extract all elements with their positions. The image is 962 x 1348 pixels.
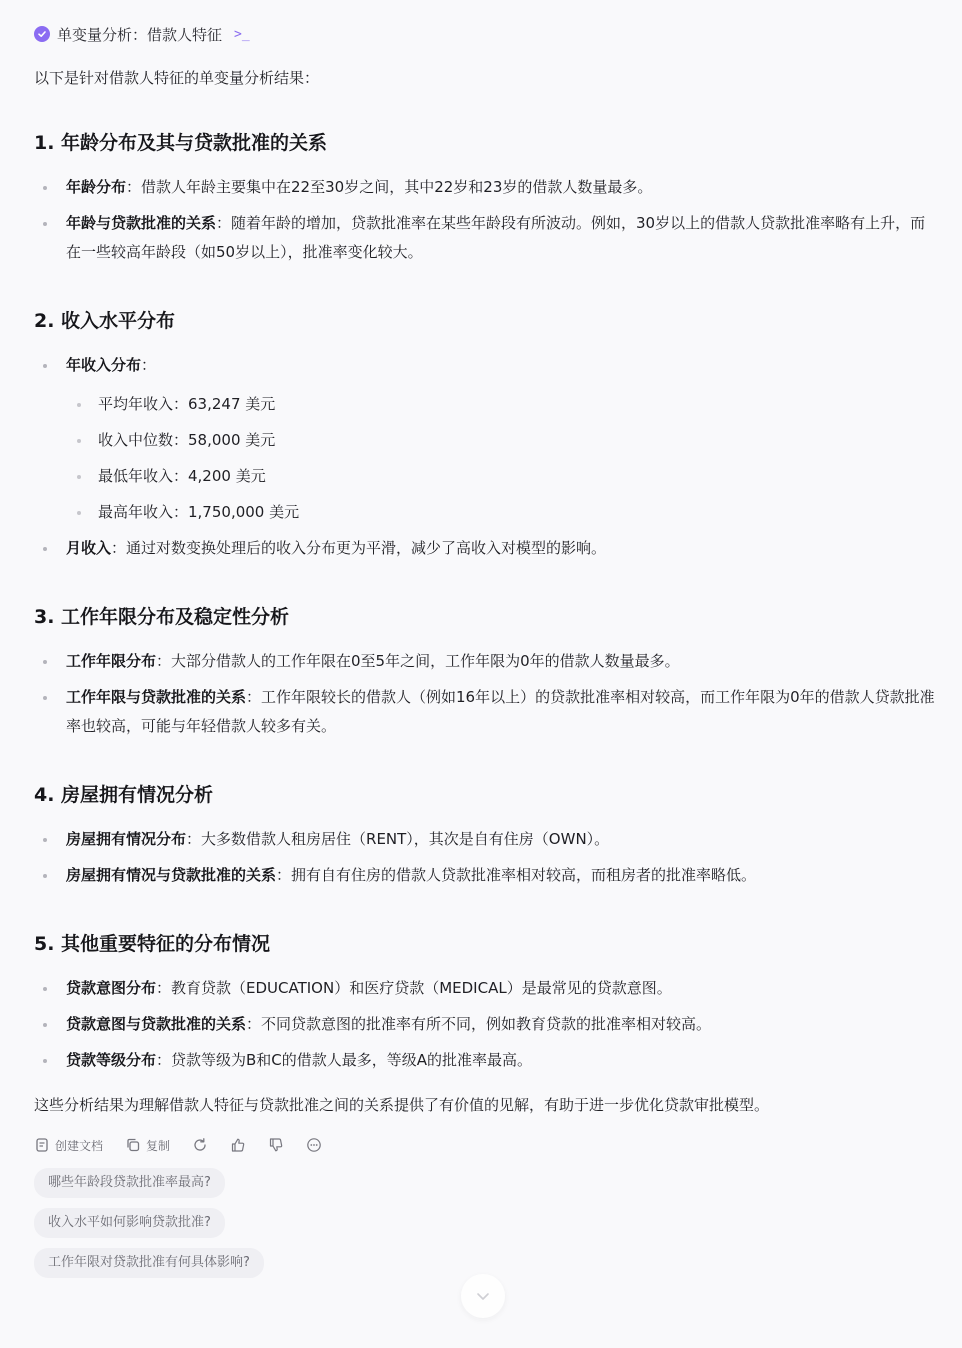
conclusion-text: 这些分析结果为理解借款人特征与贷款批准之间的关系提供了有价值的见解，有助于进一步优化贷款审批模型。 [34,1096,770,1114]
list-item [34,974,939,1003]
section-heading: 2. 收入水平分布 [34,310,176,332]
item-text: ：工作年限较长的借款人（例如16年以上）的贷款批准率相对较高，而工作年限为0年的借款人贷款批准率也较高，可能与年轻借款人较多有关。 [66,688,935,735]
dislike-button[interactable] [268,1137,284,1153]
create-doc-button[interactable] [34,1137,103,1154]
section-heading: 5. 其他重要特征的分布情况 [34,933,271,955]
bullet-list [34,173,939,267]
suggestion-chip[interactable]: 哪些年龄段贷款批准率最高? [34,1168,225,1198]
item-label: 工作年限分布 [66,652,157,670]
list-item [34,351,939,527]
suggestion-chip[interactable]: 工作年限对贷款批准有何具体影响? [34,1248,264,1278]
terminal-icon[interactable]: >_ [234,26,250,42]
list-item [34,173,939,202]
more-icon [306,1137,322,1153]
item-text: ：通过对数变换处理后的收入分布更为平滑，减少了高收入对模型的影响。 [111,539,607,557]
item-label: 年收入分布 [66,356,142,374]
sub-list-item: 最高年收入：1,750,000 美元 [66,498,939,527]
more-button[interactable] [306,1137,322,1153]
intro-text: 以下是针对借款人特征的单变量分析结果： [34,69,320,87]
list-item [34,647,939,676]
item-text: ：借款人年龄主要集中在22至30岁之间，其中22岁和23岁的借款人数量最多。 [126,178,653,196]
item-label: 月收入 [66,539,112,557]
sub-list-item: 最低年收入：4,200 美元 [66,462,939,491]
create-doc-label: 创建文档 [55,1138,104,1153]
item-text: ：拥有自有住房的借款人贷款批准率相对较高，而租房者的批准率略低。 [276,866,757,884]
item-label: 年龄与贷款批准的关系 [66,214,217,232]
item-text: ：大部分借款人的工作年限在0至5年之间，工作年限为0年的借款人数量最多。 [156,652,680,670]
tool-status-title: 单变量分析：借款人特征 [57,25,223,44]
bullet-list [34,974,939,1075]
thumbs-down-icon [268,1137,284,1153]
item-label: 贷款意图与贷款批准的关系 [66,1015,247,1033]
sub-list-item: 平均年收入：63,247 美元 [66,390,939,419]
item-label: 工作年限与贷款批准的关系 [66,688,247,706]
tool-status-row[interactable] [34,22,939,46]
suggested-questions [34,1168,939,1278]
item-label: 房屋拥有情况与贷款批准的关系 [66,866,277,884]
message-actions [34,1134,939,1156]
item-text: ：教育贷款（EDUCATION）和医疗贷款（MEDICAL）是最常见的贷款意图。 [156,979,672,997]
copy-button[interactable] [125,1137,170,1154]
list-item [34,1010,939,1039]
list-item [34,534,939,563]
list-item [34,825,939,854]
item-label: 年龄分布 [66,178,127,196]
item-text: ：随着年龄的增加，贷款批准率在某些年龄段有所波动。例如，30岁以上的借款人贷款批准率略有上升，而在一些较高年龄段（如50岁以上），批准率变化较大。 [66,214,926,261]
bullet-list [34,647,939,741]
list-item [34,1046,939,1075]
item-label: 房屋拥有情况分布 [66,830,187,848]
section-heading: 3. 工作年限分布及稳定性分析 [34,606,290,628]
thumbs-up-icon [230,1137,246,1153]
bullet-list [34,825,939,890]
item-text: ： [141,356,157,374]
item-label: 贷款意图分布 [66,979,157,997]
section-heading: 1. 年龄分布及其与贷款批准的关系 [34,132,328,154]
item-label: 贷款等级分布 [66,1051,157,1069]
refresh-icon [192,1137,208,1153]
check-circle-icon [34,26,50,42]
scroll-down-button[interactable] [461,1274,505,1318]
copy-label: 复制 [146,1138,171,1153]
item-text: ：大多数借款人租房居住（RENT），其次是自有住房（OWN）。 [186,830,610,848]
bullet-list [34,351,939,563]
copy-icon [125,1137,141,1153]
sub-bullet-list [66,390,939,527]
item-text: ：不同贷款意图的批准率有所不同，例如教育贷款的批准率相对较高。 [246,1015,712,1033]
chat-message [34,22,939,1288]
section-heading: 4. 房屋拥有情况分析 [34,784,214,806]
list-item [34,683,939,741]
chevron-down-icon [474,1287,492,1305]
like-button[interactable] [230,1137,246,1153]
item-text: ：贷款等级为B和C的借款人最多，等级A的批准率最高。 [156,1051,533,1069]
suggestion-chip[interactable]: 收入水平如何影响贷款批准? [34,1208,225,1238]
list-item [34,861,939,890]
list-item [34,209,939,267]
sub-list-item: 收入中位数：58,000 美元 [66,426,939,455]
regenerate-button[interactable] [192,1137,208,1153]
doc-icon [34,1137,50,1153]
